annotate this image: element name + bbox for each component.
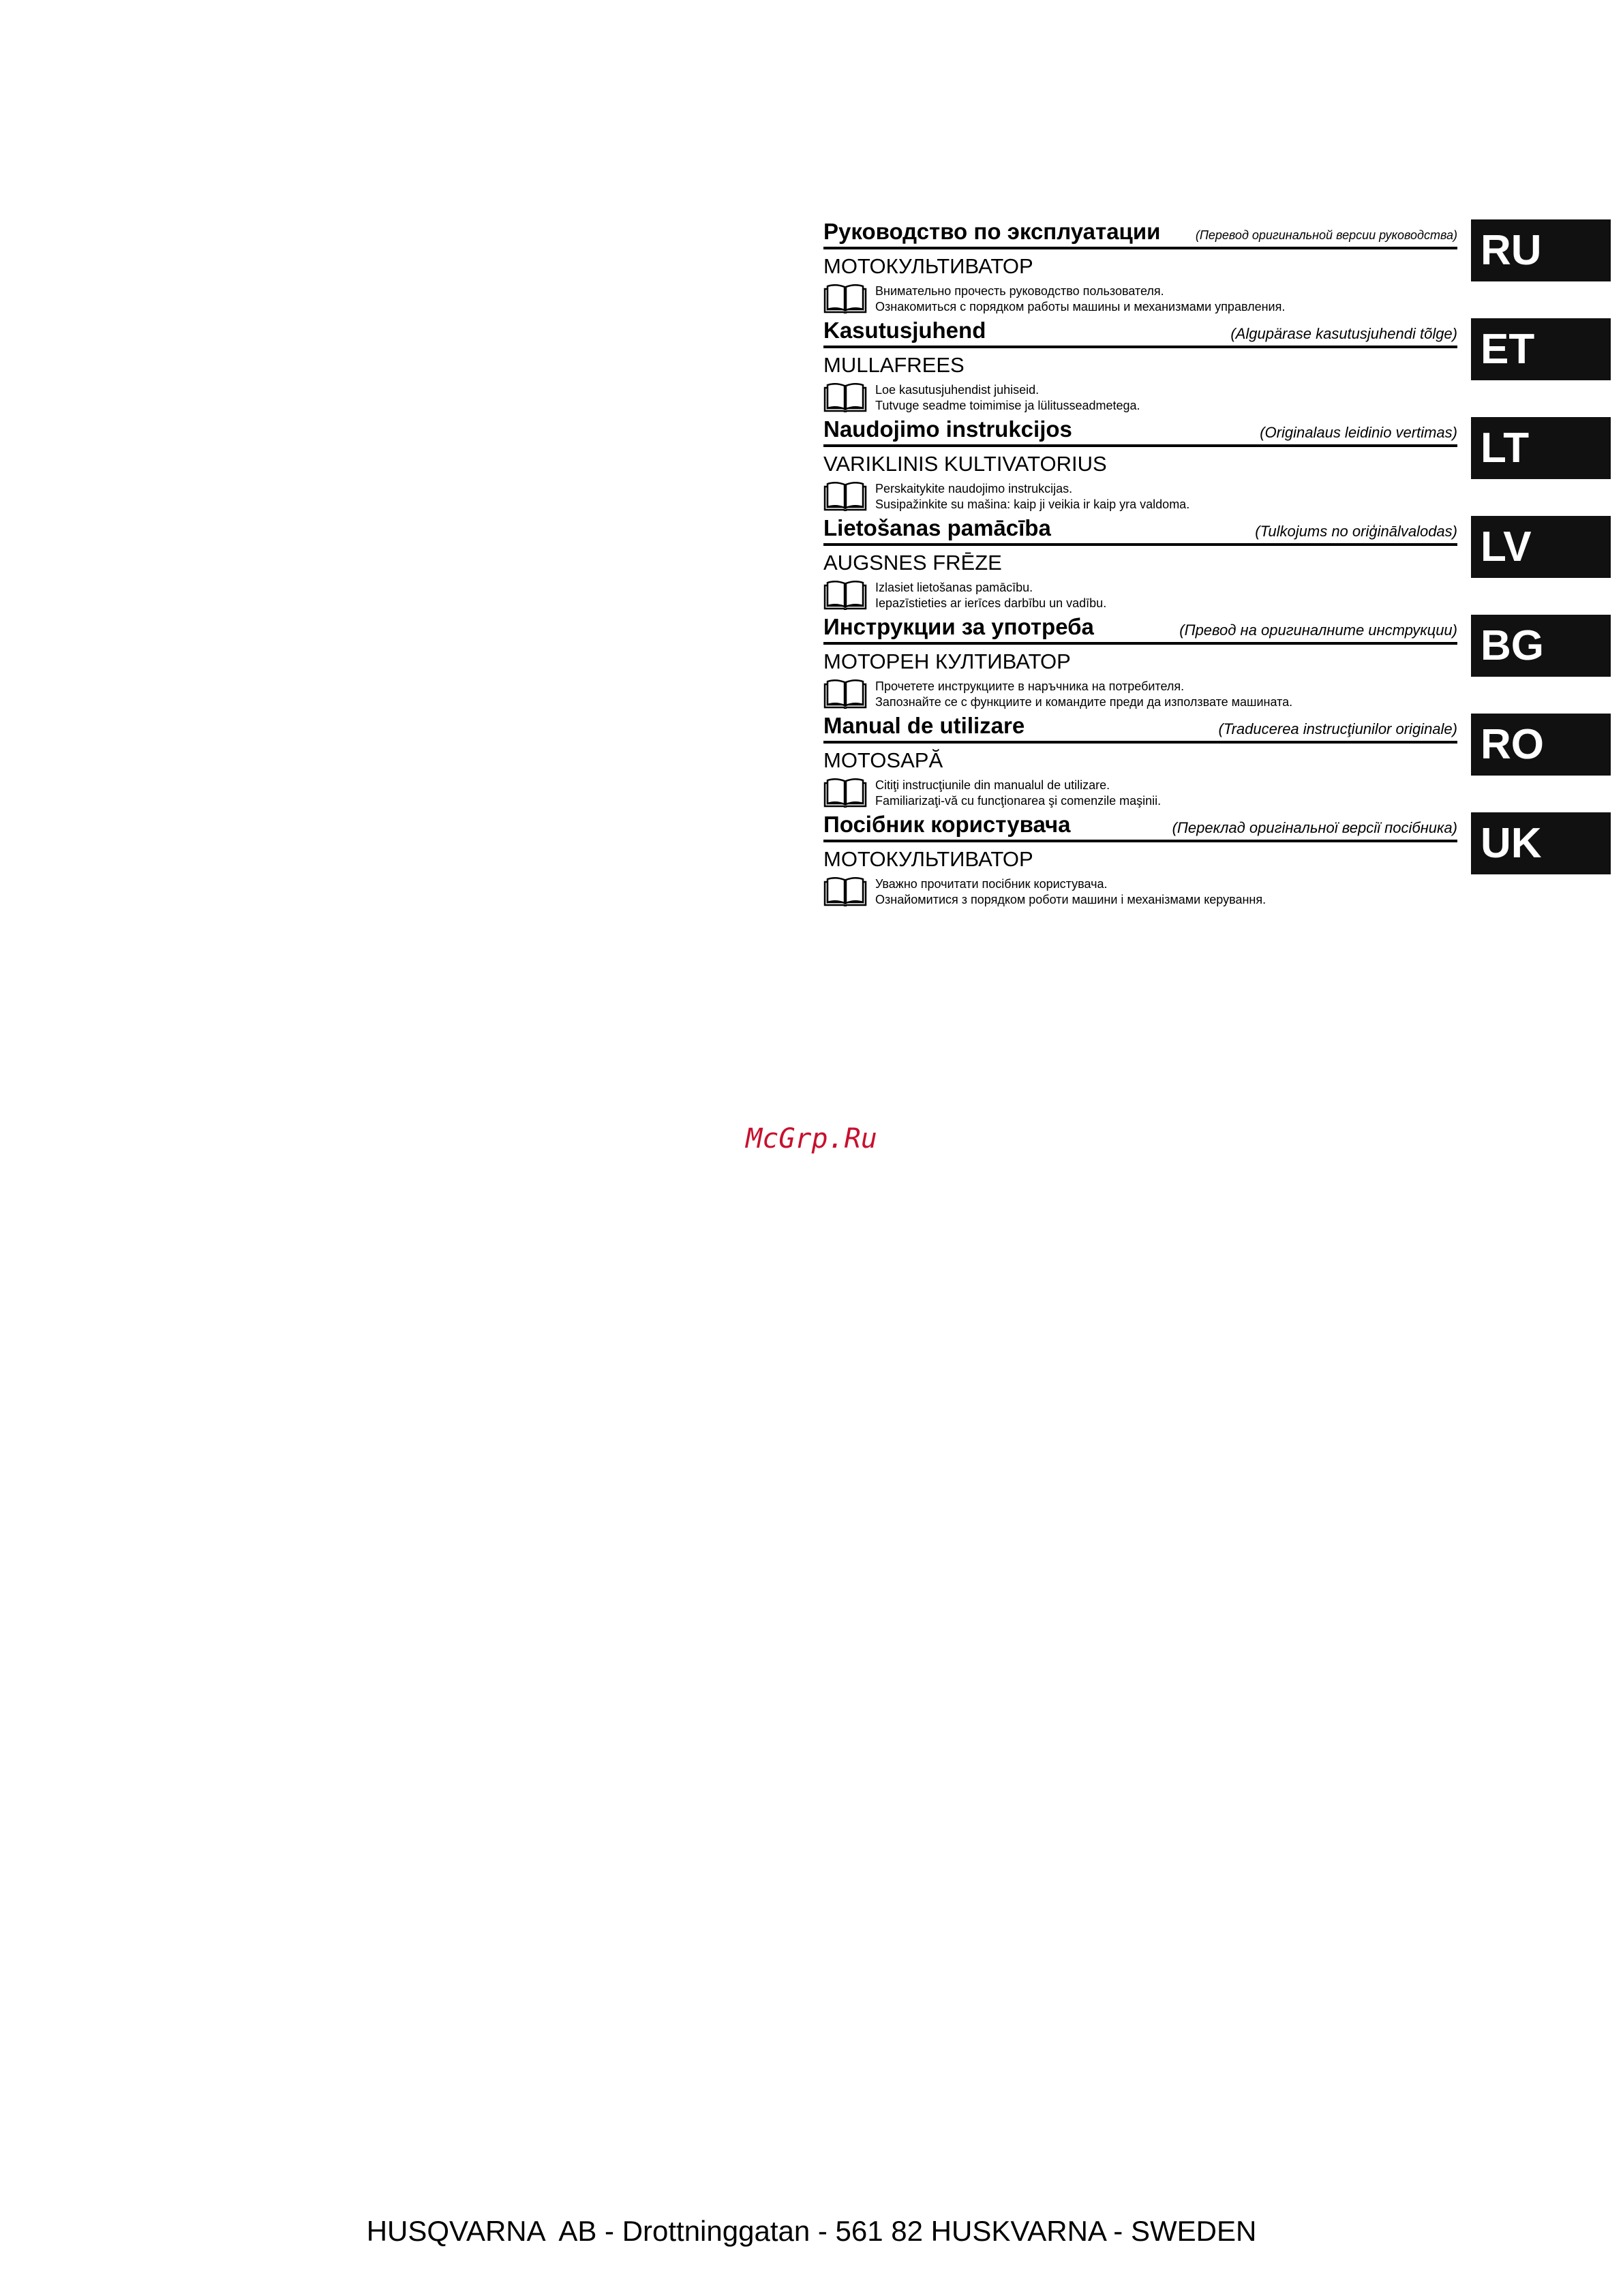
section-ru (823, 219, 1611, 315)
instruction-line: Запознайте се с функциите и командите преди да използвате машината. (875, 695, 1293, 709)
section-lv (823, 516, 1611, 611)
section-header (823, 812, 1457, 842)
section-bg (823, 615, 1611, 710)
instruction-line: Susipažinkite su mašina: kaip ji veikia ir kaip yra valdoma. (875, 498, 1190, 511)
language-code-badge: LT (1471, 417, 1611, 479)
section-subtitle: (Traducerea instrucţiunilor originale) (1218, 720, 1457, 737)
instruction-line: Izlasiet lietošanas pamācību. (875, 581, 1033, 594)
instruction-line: Ознакомиться с порядком работы машины и механизмами управления. (875, 300, 1286, 313)
language-code-badge: BG (1471, 615, 1611, 677)
language-code-badge: UK (1471, 812, 1611, 874)
footer-address: HUSQVARNA AB - Drottninggatan - 561 82 HUSKVARNA - SWEDEN (366, 2215, 1257, 2247)
section-subtitle: (Tulkojums no oriģinālvalodas) (1255, 523, 1457, 540)
instruction-text (875, 580, 1106, 611)
instruction-line: Tutvuge seadme toimimise ja lülitusseadmetega. (875, 399, 1140, 412)
language-code-badge: RU (1471, 219, 1611, 281)
book-icon (823, 580, 867, 610)
section-et (823, 318, 1611, 414)
instruction-line: Ознайомитися з порядком роботи машини і механізмами керування. (875, 893, 1266, 906)
section-ro (823, 714, 1611, 809)
section-header (823, 417, 1457, 447)
section-uk (823, 812, 1611, 908)
watermark-link[interactable]: McGrp.Ru (746, 1123, 877, 1154)
book-icon (823, 679, 867, 709)
instruction-line: Внимательно прочесть руководство пользователя. (875, 284, 1164, 298)
product-name: MULLAFREES (823, 353, 965, 377)
instruction-text (875, 481, 1189, 512)
instruction-line: Familiarizaţi-vă cu funcţionarea şi comenzile maşinii. (875, 794, 1162, 808)
language-code-badge: RO (1471, 714, 1611, 776)
section-title: Руководство по эксплуатации (823, 219, 1161, 244)
section-header (823, 615, 1457, 645)
instruction-line: Loe kasutusjuhendist juhiseid. (875, 383, 1040, 397)
instruction-text (875, 876, 1266, 908)
section-subtitle: (Algupärase kasutusjuhendi tõlge) (1230, 325, 1457, 342)
section-title: Lietošanas pamācība (823, 515, 1051, 540)
section-title: Naudojimo instrukcijos (823, 416, 1072, 442)
instruction-line: Iepazīstieties ar ierīces darbību un vadību. (875, 596, 1107, 610)
language-code-badge: LV (1471, 516, 1611, 578)
section-title: Посібник користувача (823, 812, 1071, 837)
instruction-line: Прочетете инструкциите в наръчника на потребителя. (875, 679, 1185, 693)
language-code-badge: ET (1471, 318, 1611, 380)
section-subtitle: (Перевод оригинальной версии руководства) (1195, 228, 1457, 242)
section-subtitle: (Originalaus leidinio vertimas) (1260, 424, 1457, 441)
product-name: МОТОКУЛЬТИВАТОР (823, 847, 1033, 871)
product-name: МОТОРЕН КУЛТИВАТОР (823, 649, 1071, 673)
book-icon (823, 876, 867, 906)
section-title: Manual de utilizare (823, 713, 1025, 738)
instruction-text (875, 778, 1161, 809)
book-icon (823, 284, 867, 313)
section-title: Kasutusjuhend (823, 318, 986, 343)
instruction-line: Citiţi instrucţiunile din manualul de utilizare. (875, 778, 1110, 792)
section-header (823, 318, 1457, 348)
section-header (823, 516, 1457, 546)
instruction-text (875, 284, 1285, 315)
section-header (823, 714, 1457, 744)
section-subtitle: (Переклад оригінальної версії посібника) (1172, 819, 1457, 836)
instruction-text (875, 679, 1292, 710)
section-lt (823, 417, 1611, 512)
product-name: MOTOSAPĂ (823, 748, 943, 772)
section-subtitle: (Превод на оригиналните инструкции) (1179, 622, 1457, 639)
section-header (823, 219, 1457, 249)
book-icon (823, 778, 867, 808)
product-name: VARIKLINIS KULTIVATORIUS (823, 452, 1107, 476)
instruction-text (875, 382, 1140, 414)
book-icon (823, 481, 867, 511)
instruction-line: Уважно прочитати посібник користувача. (875, 877, 1108, 891)
instruction-line: Perskaitykite naudojimo instrukcijas. (875, 482, 1073, 495)
book-icon (823, 382, 867, 412)
section-title: Инструкции за употреба (823, 614, 1094, 639)
product-name: МОТОКУЛЬТИВАТОР (823, 254, 1033, 278)
product-name: AUGSNES FRĒZE (823, 551, 1002, 575)
